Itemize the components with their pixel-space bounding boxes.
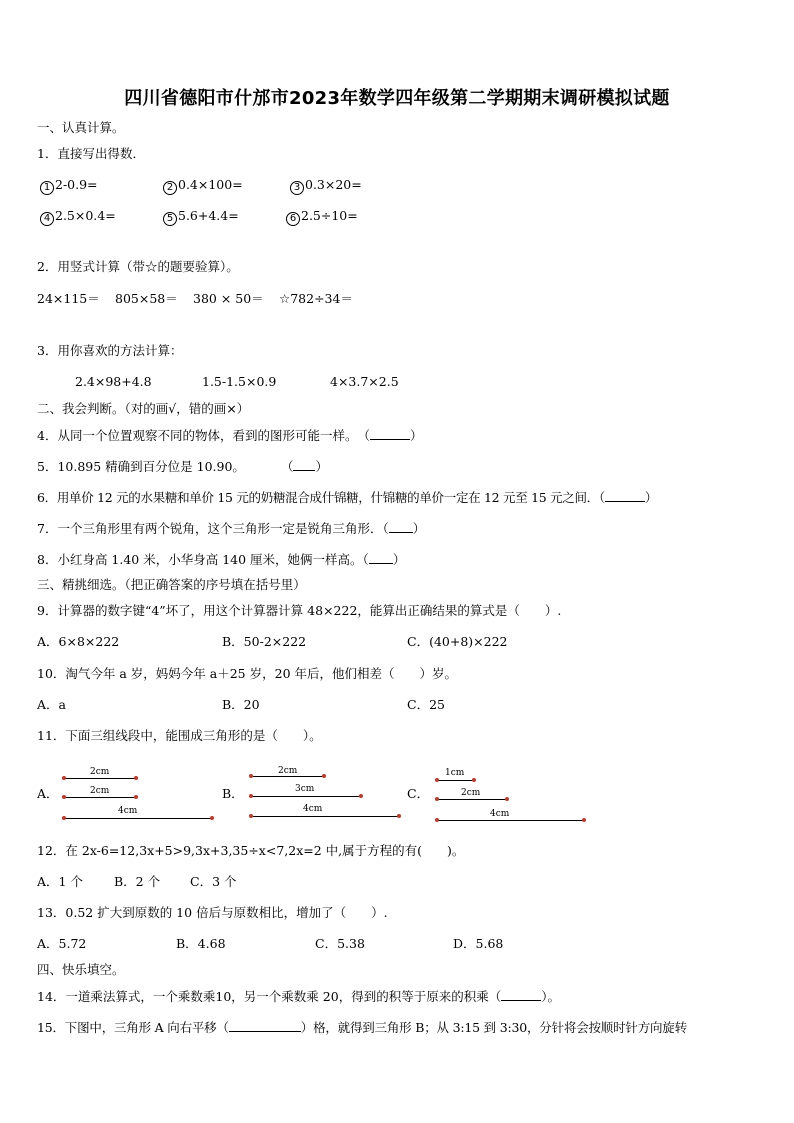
q3-item: 1.5-1.5×0.9 (202, 374, 277, 389)
q3-stem: 3．用你喜欢的方法计算： (37, 343, 183, 358)
q1-expr: 2-0.9= (55, 177, 98, 192)
segment-endpoint (322, 774, 326, 778)
answer-blank[interactable] (370, 427, 410, 440)
segment-endpoint (397, 814, 401, 818)
q10-option-a: A．a (37, 697, 66, 712)
answer-blank[interactable] (229, 1019, 301, 1032)
q4-text (37, 427, 423, 444)
q9-stem: 9．计算器的数字键“4”坏了，用这个计算器计算 48×222，能算出正确结果的算式是（ ）. (37, 603, 562, 618)
q14-stem: 14．一道乘法算式，一个乘数乘10，另一个乘数乘 20，得到的积等于原来的积乘（ (37, 989, 502, 1004)
paren-open: （ (382, 521, 389, 536)
q1-item (290, 177, 362, 195)
line-segment (437, 780, 474, 781)
q15-stem: 15．下图中，三角形 A 向右平移（ (37, 1020, 229, 1035)
segment-endpoint (505, 797, 509, 801)
q8-stem: 8．小红身高 1.40 米，小华身高 140 厘米，她俩一样高。 (37, 552, 363, 567)
q2-item: 380 × 50＝ (193, 291, 264, 306)
paren-close: ） (412, 521, 426, 536)
q13-option-a: A．5.72 (37, 936, 87, 951)
circled-number: 1 (40, 181, 54, 195)
q6-stem: 6．用单价 12 元的水果糖和单价 15 元的奶糖混合成什锦糖，什锦糖的单价一定在 12 元至 15 元之间． (37, 490, 599, 505)
line-segment (251, 796, 361, 797)
q11-option-c-label: C． (407, 786, 430, 801)
q4-stem: 4．从同一个位置观察不同的物体，看到的图形可能一样。 (37, 428, 352, 443)
q6-text (37, 489, 657, 506)
q1-expr: 5.6+4.4= (178, 208, 239, 223)
segment-endpoint (134, 795, 138, 799)
q12-option-b: B．2 个 (114, 874, 161, 889)
q9-option-c: C．(40+8)×222 (407, 634, 508, 649)
answer-blank[interactable] (389, 520, 413, 533)
q11-stem: 11．下面三组线段中，能围成三角形的是（ ）。 (37, 728, 322, 743)
line-segment (64, 797, 136, 798)
q14-text (37, 988, 560, 1005)
answer-blank[interactable] (293, 458, 315, 471)
q1-stem: 1．直接写出得数． (37, 146, 145, 161)
q1-item (40, 177, 98, 195)
q2-item: 24×115＝ (37, 291, 100, 306)
segment-endpoint (62, 795, 66, 799)
q8-text (37, 551, 405, 568)
circled-number: 5 (163, 212, 177, 226)
q10-option-c: C．25 (407, 697, 445, 712)
q7-text (37, 520, 425, 537)
circled-number: 2 (163, 181, 177, 195)
q10-option-b: B．20 (222, 697, 260, 712)
q1-item (40, 208, 116, 226)
segment-length-label: 4cm (118, 806, 138, 816)
q13-stem: 13．0.52 扩大到原数的 10 倍后与原数相比，增加了（ ）. (37, 905, 388, 920)
paren-open: （ (280, 459, 294, 474)
segment-length-label: 4cm (303, 804, 323, 814)
segment-endpoint (435, 797, 439, 801)
segment-endpoint (435, 778, 439, 782)
circled-number: 3 (290, 181, 304, 195)
paren-open: （ (363, 428, 370, 443)
q5-stem: 5．10.895 精确到百分位是 10.90。 (37, 459, 245, 474)
line-segment (64, 818, 212, 819)
segment-length-label: 2cm (461, 788, 481, 798)
segment-endpoint (582, 818, 586, 822)
q11-option-b-label: B． (222, 786, 244, 801)
segment-endpoint (249, 794, 253, 798)
q1-expr: 2.5×0.4= (55, 208, 116, 223)
section-1-heading: 一、认真计算。 (37, 120, 125, 135)
q3-item: 2.4×98+4.8 (75, 374, 152, 389)
segment-length-label: 2cm (278, 766, 298, 776)
q9-option-b: B．50-2×222 (222, 634, 307, 649)
q15-text (37, 1019, 687, 1036)
segment-endpoint (62, 816, 66, 820)
q7-stem: 7．一个三角形里有两个锐角，这个三角形一定是锐角三角形． (37, 521, 383, 536)
answer-blank[interactable] (369, 551, 393, 564)
q15-tail: ）格，就得到三角形 B；从 3:15 到 3:30，分针将会按顺时针方向旋转 (300, 1020, 687, 1035)
line-segment (437, 799, 507, 800)
segment-length-label: 3cm (295, 784, 315, 794)
line-segment (251, 816, 399, 817)
circled-number: 4 (40, 212, 54, 226)
paren-close: ） (315, 459, 328, 474)
q11-option-a-label: A． (37, 786, 59, 801)
q1-item (163, 208, 239, 226)
segment-endpoint (472, 778, 476, 782)
segment-endpoint (435, 818, 439, 822)
section-4-heading: 四、快乐填空。 (37, 962, 125, 977)
q12-option-c: C．3 个 (190, 874, 237, 889)
q9-option-a: A．6×8×222 (37, 634, 120, 649)
segment-endpoint (359, 794, 363, 798)
paren-close: ） (392, 552, 406, 567)
segment-endpoint (62, 776, 66, 780)
q13-option-c: C．5.38 (315, 936, 365, 951)
paren-open: （ (362, 552, 369, 567)
q14-tail: ）。 (541, 989, 560, 1004)
q1-item (163, 177, 243, 195)
q1-item (286, 208, 358, 226)
segment-endpoint (210, 816, 214, 820)
answer-blank[interactable] (605, 489, 645, 502)
q1-expr: 0.3×20= (305, 177, 362, 192)
section-2-heading: 二、我会判断。（对的画√，错的画×） (37, 401, 250, 416)
q2-stem: 2．用竖式计算（带☆的题要验算）。 (37, 259, 239, 274)
q2-item: ☆782÷34＝ (279, 291, 353, 306)
paren-close: ） (644, 490, 658, 505)
line-segment (437, 820, 584, 821)
segment-endpoint (134, 776, 138, 780)
answer-blank[interactable] (501, 988, 541, 1001)
q2-item: 805×58＝ (115, 291, 178, 306)
segment-length-label: 1cm (445, 768, 465, 778)
q12-stem: 12．在 2x-6=12,3x+5>9,3x+3,35÷x<7,2x=2 中,属于方程的有( )。 (37, 843, 465, 858)
section-3-heading: 三、精挑细选。（把正确答案的序号填在括号里） (37, 577, 306, 592)
q1-expr: 0.4×100= (178, 177, 243, 192)
page-title: 四川省德阳市什邡市2023年数学四年级第二学期期末调研模拟试题 (124, 88, 670, 109)
segment-length-label: 2cm (90, 767, 110, 777)
line-segment (251, 776, 324, 777)
paren-close: ） (410, 428, 423, 443)
segment-length-label: 2cm (90, 786, 110, 796)
q3-item: 4×3.7×2.5 (330, 374, 399, 389)
q5-text (37, 458, 328, 475)
q13-option-d: D．5.68 (453, 936, 504, 951)
segment-endpoint (249, 774, 253, 778)
segment-length-label: 4cm (490, 809, 510, 819)
circled-number: 6 (286, 212, 300, 226)
q13-option-b: B．4.68 (176, 936, 226, 951)
q1-expr: 2.5÷10= (301, 208, 358, 223)
q12-option-a: A．1 个 (37, 874, 83, 889)
line-segment (64, 778, 136, 779)
segment-endpoint (249, 814, 253, 818)
q10-stem: 10．淘气今年 a 岁，妈妈今年 a＋25 岁，20 年后，他们相差（ ）岁。 (37, 666, 457, 681)
paren-open: （ (598, 490, 605, 505)
